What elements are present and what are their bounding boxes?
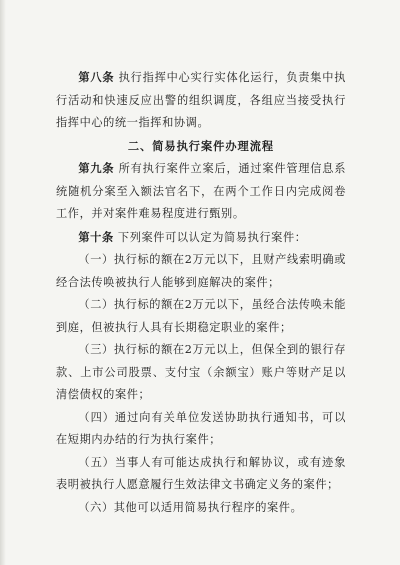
article-8 [56, 66, 346, 135]
list-item-3: （三）执行标的额在2万元以上，但保全到的银行存款、上市公司股票、支付宝（余额宝）账户等财产足以清偿债权的案件； [56, 343, 346, 401]
scan-shadow [0, 0, 6, 565]
article-9 [56, 157, 346, 226]
list-item-6: （六）其他可以适用简易执行程序的案件。 [78, 500, 303, 514]
list-item-4: （四）通过向有关单位发送协助执行通知书，可以在短期内办结的行为执行案件； [56, 410, 346, 446]
article-10-label: 第十条 [78, 229, 114, 244]
section-2-heading: 二、简易执行案件办理流程 [127, 138, 275, 153]
list-item-1: （一）执行标的额在2万元以下，且财产线索明确或经合法传唤被执行人能够到庭解决的案件； [56, 253, 346, 289]
article-8-text: 执行指挥中心实行实体化运行，负责集中执行活动和快速反应出警的组织调度，各组应当接受执行指挥中心的统一指挥和协调。 [56, 71, 346, 129]
document-body [56, 66, 346, 519]
list-item-5: （五）当事人有可能达成执行和解协议，或有迹象表明被执行人愿意履行生效法律文书确定义务的案件； [56, 455, 346, 491]
article-10 [56, 226, 346, 250]
list-item-2: （二）执行标的额在2万元以下，虽经合法传唤未能到庭，但被执行人具有长期稳定职业的案件； [56, 298, 346, 334]
article-9-text: 所有执行案件立案后，通过案件管理信息系统随机分案至入额法官名下，在两个工作日内完成阅卷工作，并对案件难易程度进行甄别。 [56, 162, 346, 220]
article-9-label: 第九条 [78, 161, 115, 175]
article-10-text: 下列案件可以认定为简易执行案件： [117, 230, 307, 244]
article-8-label: 第八条 [78, 70, 115, 84]
